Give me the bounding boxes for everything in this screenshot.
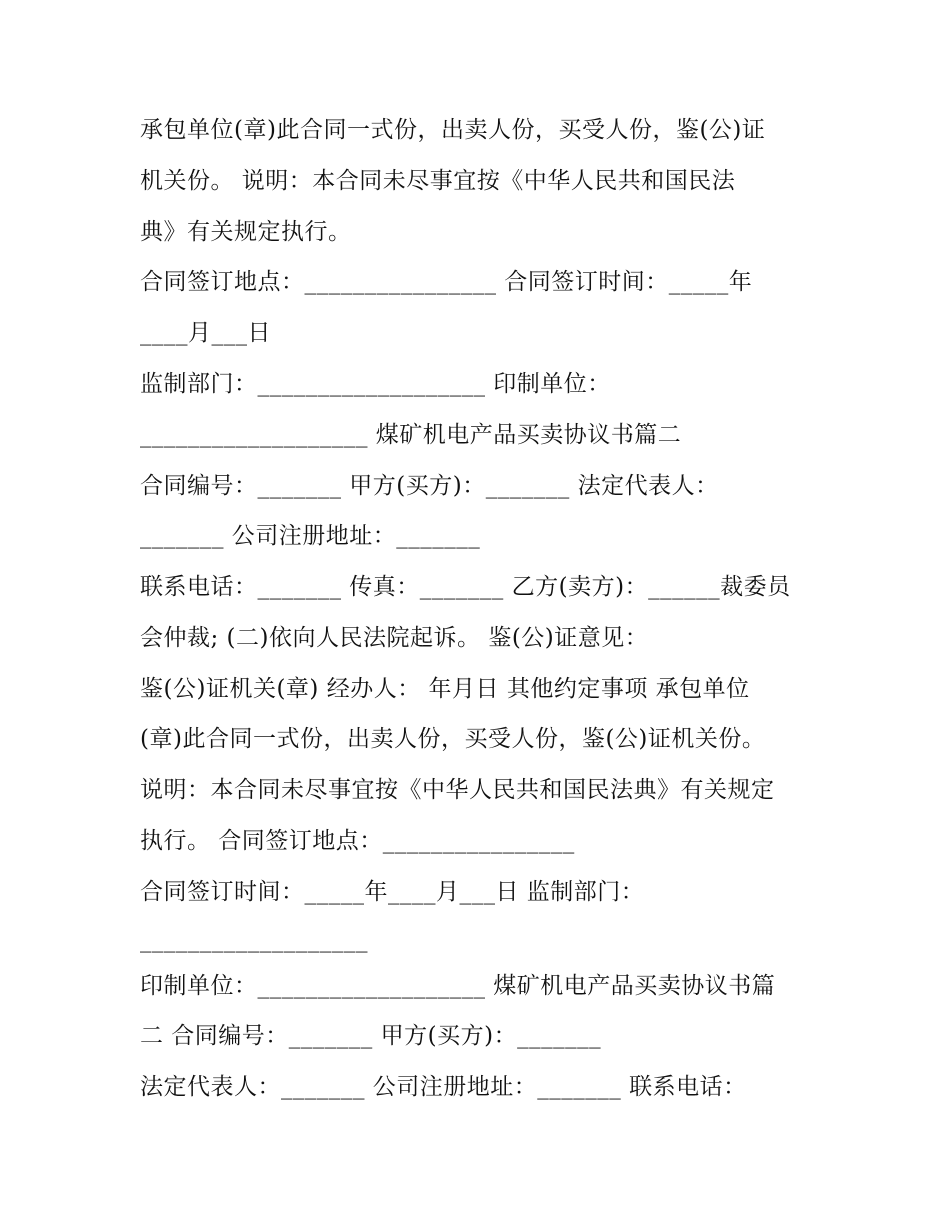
text-line: 联系电话：_______ 传真：_______ 乙方(卖方)：______裁委员 [140,574,791,600]
text-line: ____月___日 [140,320,271,346]
text-line: 法定代表人：_______ 公司注册地址：_______ 联系电话： [140,1074,747,1100]
text-line: 鉴(公)证机关(章) 经办人： 年月日 其他约定事项 承包单位 [140,676,750,702]
text-line: 二 合同编号：_______ 甲方(买方)：_______ [140,1023,602,1049]
text-line: 说明：本合同未尽事宜按《中华人民共和国民法典》有关规定 [140,777,775,803]
text-line: 典》有关规定执行。 [140,219,352,245]
text-line: 监制部门：___________________ 印制单位： [140,371,611,397]
text-line: ___________________ [140,927,368,953]
text-line: 会仲裁; (二)依向人民法院起诉。 鉴(公)证意见： [140,625,649,651]
text-line: 执行。 合同签订地点：________________ [140,828,575,854]
text-line: 印制单位：___________________ 煤矿机电产品买卖协议书篇 [140,973,776,999]
text-line: (章)此合同一式份，出卖人份，买受人份，鉴(公)证机关份。 [140,726,766,752]
text-line: ___________________ 煤矿机电产品买卖协议书篇二 [140,422,682,448]
text-line: 合同编号：_______ 甲方(买方)：_______ 法定代表人： [140,473,719,499]
text-line: 合同签订时间：_____年____月___日 监制部门： [140,879,645,905]
text-line: 承包单位(章)此合同一式份，出卖人份，买受人份，鉴(公)证 [140,117,766,143]
text-line: 机关份。 说明：本合同未尽事宜按《中华人民共和国民法 [140,168,736,194]
text-line: 合同签订地点：________________ 合同签订时间：_____年 [140,269,753,295]
text-line: _______ 公司注册地址：_______ [140,523,481,549]
